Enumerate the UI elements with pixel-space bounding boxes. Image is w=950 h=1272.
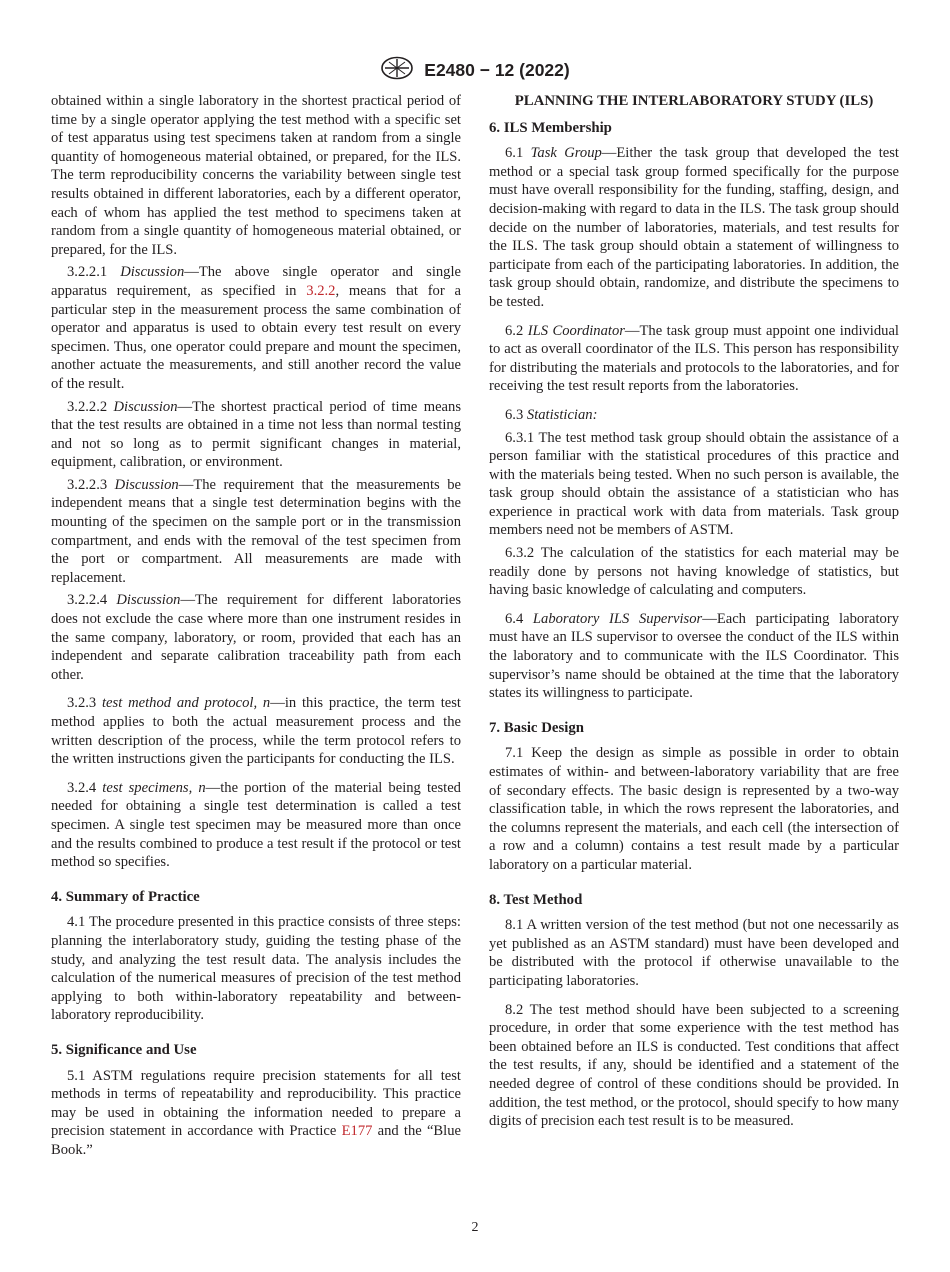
paragraph-6-1: 6.1 Task Group—Either the task group that developed the test method or a special task group formed specifically for the purpose must have overall responsibility for the funding, staffing, design, and decision-making with regard to data in the ILS. The task group should decide on the number of laboratories, materials, and test results for the ILS. The task group should obtain a statement of willingness to participate from each of the participating laboratories. In addition, the task group should obtain, randomize, and distribute the specimens to be tested. — [489, 145, 899, 310]
paragraph-5-1: 5.1 ASTM regulations require precision statements for all test methods in terms of repeatability and reproducibility. This practice may be used in obtaining the information needed to prepare a precision statement in accordance with Practice E177 and the “Blue Book.” — [51, 1067, 462, 1158]
paragraph-8-1: 8.1 A written version of the test method (but not one necessarily as yet published as an ASTM standard) must have been developed and be distributed with the protocol if otherwise unavailable to the participating laboratories. — [489, 917, 899, 989]
section-heading-6: 6. ILS Membership — [489, 119, 612, 136]
page-header — [0, 56, 950, 85]
section-heading-4: 4. Summary of Practice — [51, 888, 200, 905]
paragraph-6-3: 6.3 Statistician: — [505, 406, 598, 423]
designation: E2480 − 12 (2022) — [424, 60, 570, 80]
paragraph-3-2-2-1: 3.2.2.1 Discussion—The above single operator and single apparatus requirement, as specified in 3.2.2, means that for a particular step in the measurement process the same combination of operator and apparatus is used to obtain every test result on every specimen. Thus, one operator could prepare and mount the specimen, another actuate the measurements, and still another record the value of the result. — [51, 264, 461, 392]
section-heading-5: 5. Significance and Use — [51, 1041, 197, 1058]
paragraph-3-2-2-4: 3.2.2.4 Discussion—The requirement for different laboratories does not exclude the case where more than one instrument resides in the same company, laboratory, or room, provided that each has an independent and separate calibration traceability path from each other. — [51, 592, 461, 683]
page-number: 2 — [471, 1220, 479, 1235]
paragraph-4-1: 4.1 The procedure presented in this practice consists of three steps: planning the interlaboratory study, guiding the testing phase of the study, and analyzing the test result data. The analysis includes the calculation of the numerical measures of precision of the test method applying to both within-laboratory repeatability and between-laboratory reproducibility. — [51, 914, 461, 1024]
section-heading-8: 8. Test Method — [489, 891, 583, 908]
paragraph-3-2-4: 3.2.4 test specimens, n—the portion of the material being tested needed for obtaining a single test determination is called a test specimen. A single test specimen may be measured more than once and the results combined to produce a test result if the protocol or test method so specifies. — [51, 779, 461, 871]
paragraph-6-4: 6.4 Laboratory ILS Supervisor—Each participating laboratory must have an ILS supervisor to oversee the conduct of the ILS within the laboratory and to communicate with the ILS Coordinator. This supervisor’s name should be obtained at the time that the laboratory states its willingness to participate. — [489, 610, 900, 702]
paragraph-6-3-2: 6.3.2 The calculation of the statistics for each material may be readily done by persons not having knowledge of statistics, but having basic knowledge of calculating and computers. — [489, 545, 899, 599]
paragraph-6-2: 6.2 ILS Coordinator—The task group must appoint one individual to act as overall coordinator of the ILS. This person has responsibility for distributing the materials and protocols to the laboratories, and for receiving the test result reports from the laboratories. — [489, 322, 899, 395]
right-column — [489, 92, 899, 1135]
paragraph-7-1: 7.1 Keep the design as simple as possible in order to obtain estimates of within- and between-laboratory variability that are free of secondary effects. The basic design is represented by a two-way classification table, in which the rows represent the laboratories, and the columns represent the materials, and each cell (the intersection of a row and a column) contains a test result made by a particular laboratory on a particular material. — [489, 745, 899, 873]
astm-logo-icon — [380, 56, 414, 85]
part-title: PLANNING THE INTERLABORATORY STUDY (ILS) — [514, 93, 874, 109]
section-heading-7: 7. Basic Design — [489, 719, 584, 736]
reference-link[interactable]: 3.2.2 — [306, 282, 336, 299]
paragraph-6-3-1: 6.3.1 The test method task group should obtain the assistance of a person familiar with the statistical procedures of this practice and with the materials being tested. When no such person is available, the task group should obtain the assistance of a statistician who has experience in practical work with data from materials. Task group members need not be members of ASTM. — [489, 429, 899, 539]
paragraph: obtained within a single laboratory in the shortest practical period of time by a single operator applying the test method with a specific set of test apparatus using test specimens taken at random from a single quantity of homogeneous material obtained, or prepared, for the ILS. The term reproducibility concerns the variability between single test results obtained in different laboratories, each by a different operator, each of whom has applied the test method to specimens taken at random from a single quantity of homogeneous material obtained, or prepared, for the ILS. — [51, 93, 461, 258]
left-column — [51, 92, 461, 1163]
paragraph-3-2-2-3: 3.2.2.3 Discussion—The requirement that the measurements be independent means that a single test determination begins with the mounting of the specimen on the sample port or in the transmission compartment, and ends with the removal of the test specimen from the port or compartment. All measurements are made with replacement. — [51, 476, 461, 586]
paragraph-3-2-2-2: 3.2.2.2 Discussion—The shortest practical period of time means that the test results are obtained in a time not less than normal testing and not so long as to permit significant changes in material, equipment, calibration, or environment. — [51, 398, 461, 471]
paragraph-3-2-3: 3.2.3 test method and protocol, n—in this practice, the term test method applies to both the actual measurement process and the written description of the process, while the term protocol refers to the written instructions given the participants for conducting the ILS. — [51, 695, 461, 768]
reference-link[interactable]: E177 — [341, 1123, 373, 1140]
paragraph-8-2: 8.2 The test method should have been subjected to a screening procedure, in order that some experience with the test method has been obtained before an ILS is conducted. Test conditions that affect the test results, if any, should be identified and a statement of the needed degree of control of these conditions should be provided. In addition, the test method, or the protocol, should specify to how many digits of precision each test result is to be measured. — [489, 1001, 899, 1130]
